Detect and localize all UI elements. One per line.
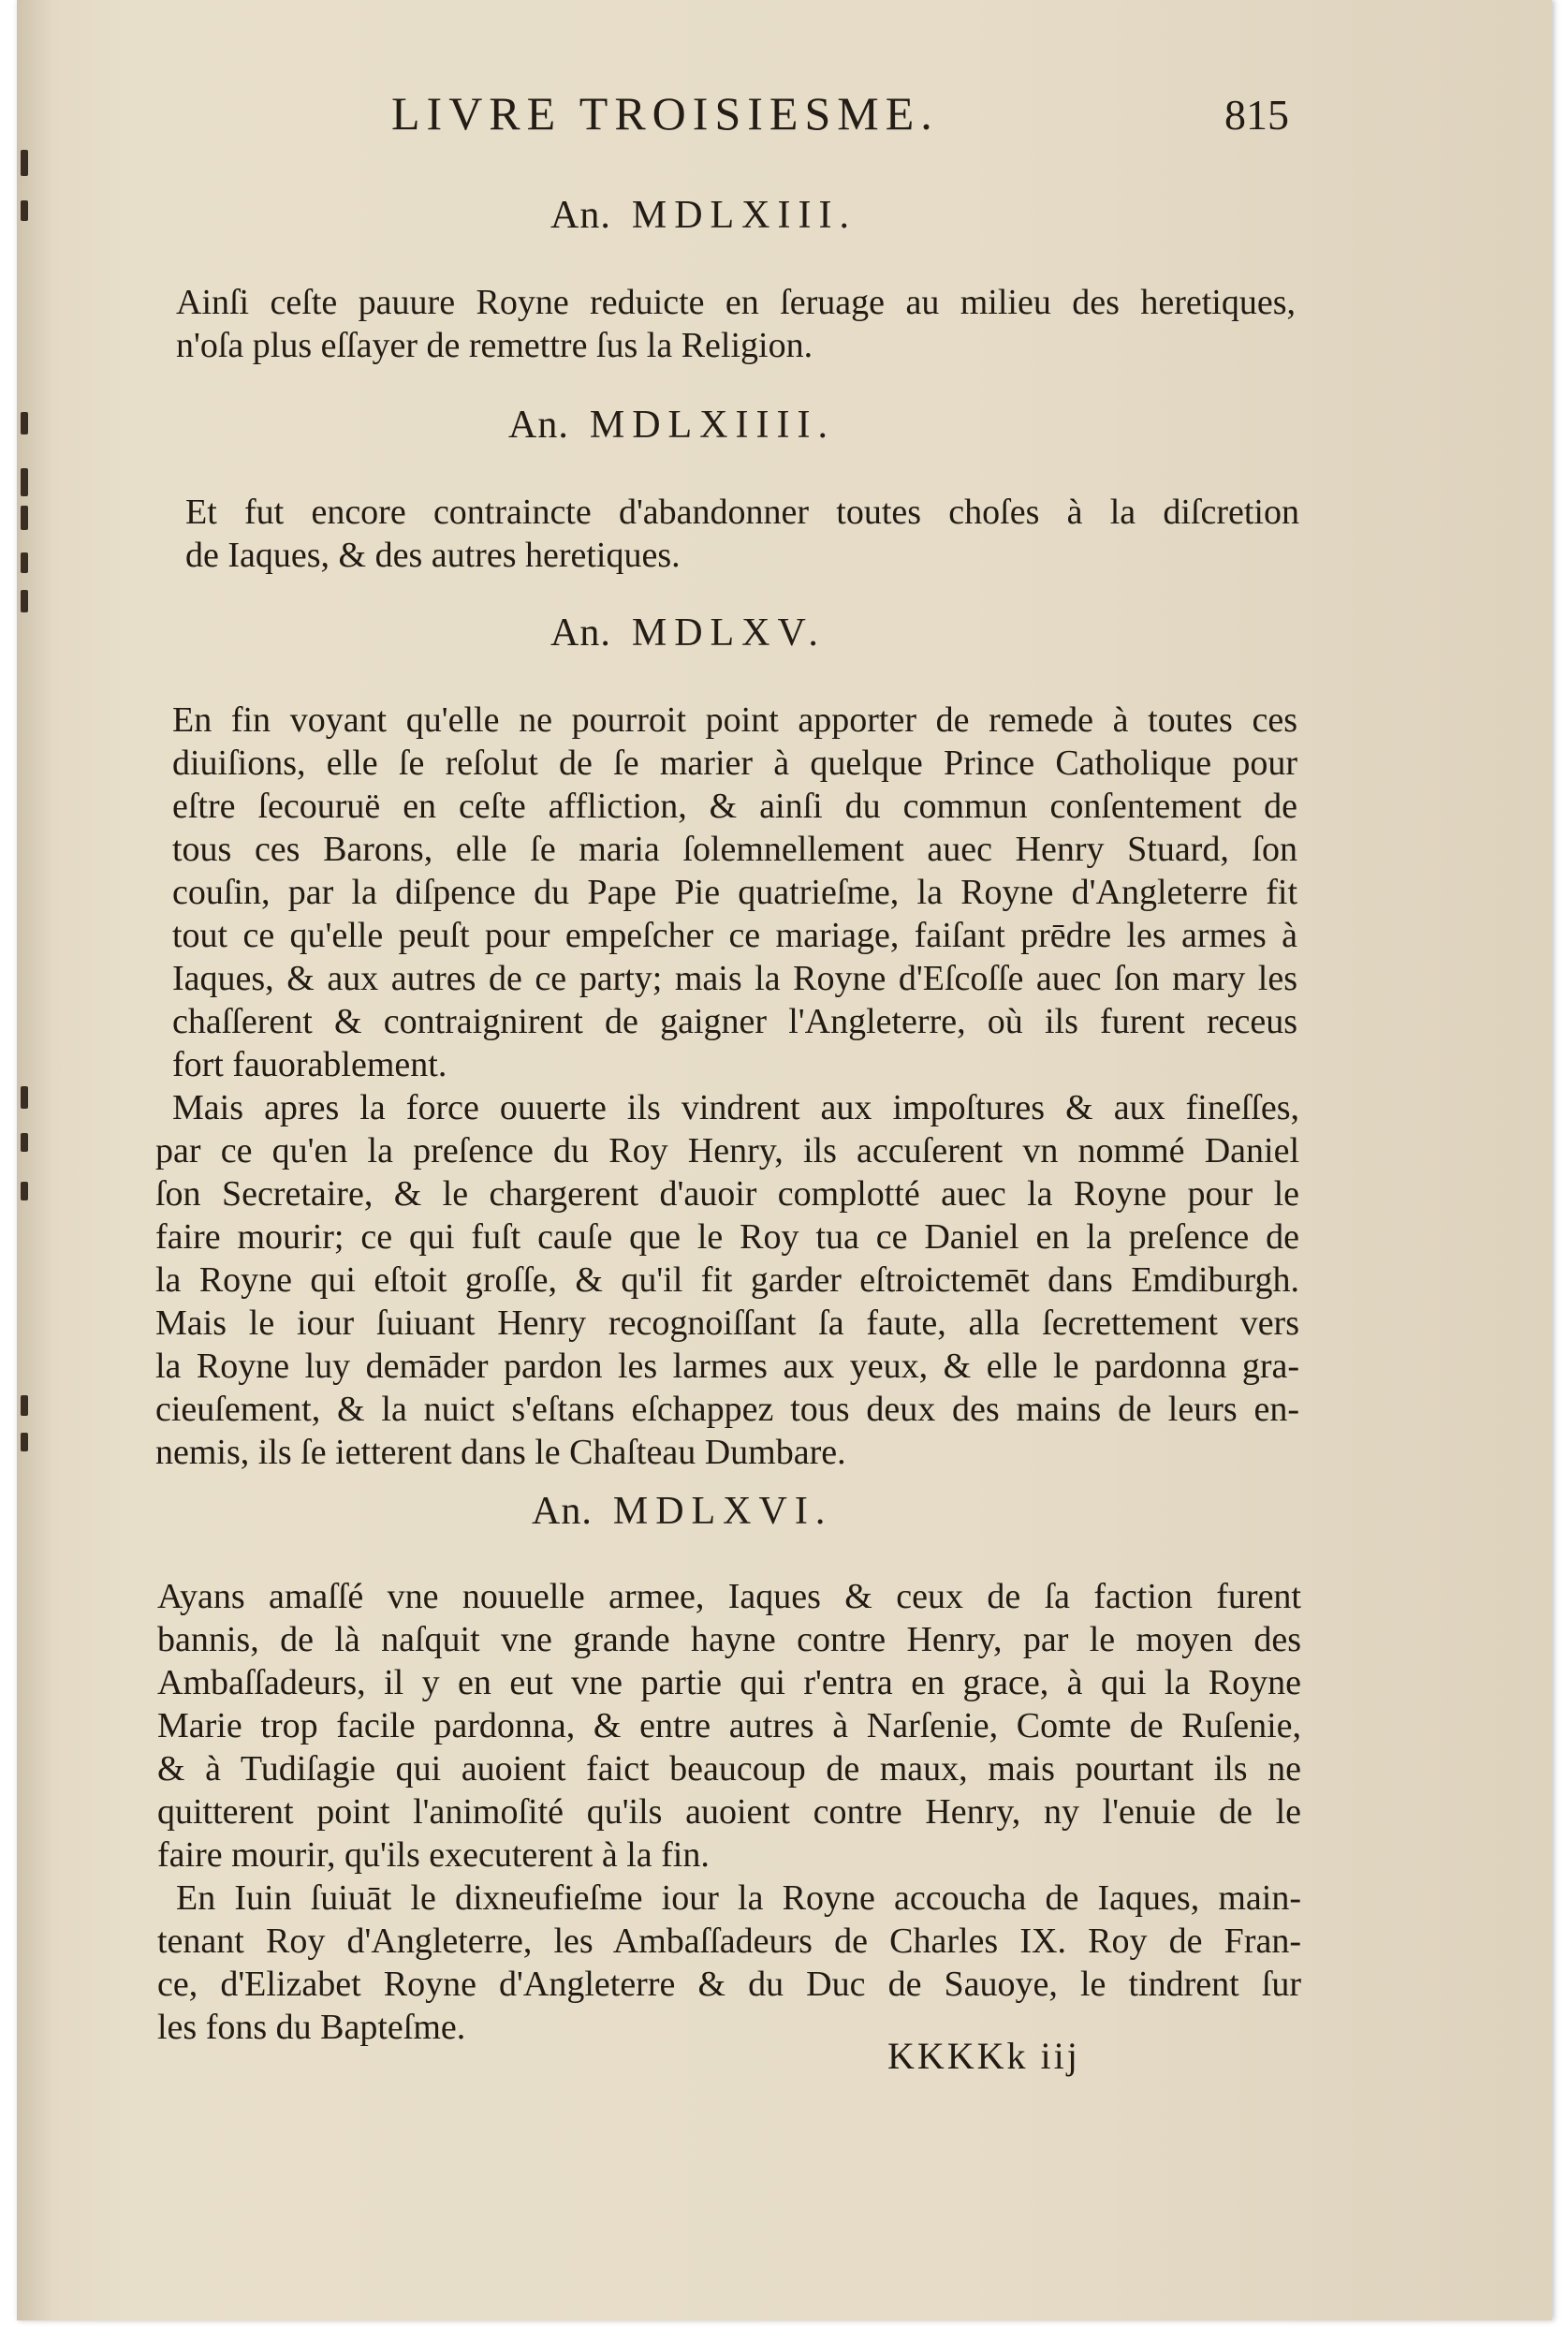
text-line: quitterent point l'animoſité qu'ils auoient contre Henry, ny l'enuie de le <box>157 1792 1301 1832</box>
gutter-mark <box>21 468 28 496</box>
book-page <box>17 0 1552 2320</box>
text-line: faire mourir, qu'ils executerent à la fin. <box>157 1835 710 1875</box>
gutter-mark <box>21 590 28 612</box>
text-line: Marie trop facile pardonna, & entre autres à Narſenie, Comte de Ruſenie, <box>157 1706 1301 1745</box>
paragraph <box>155 1086 1299 1474</box>
text-line: Et fut encore contraincte d'abandonner toutes choſes à la diſcretion <box>185 493 1299 532</box>
running-title: LIVRE TROISIESME. <box>391 87 939 140</box>
year-heading <box>550 193 857 238</box>
gutter-mark <box>21 1433 28 1451</box>
text-line: Mais le iour ſuiuant Henry recognoiſſant ſa faute, alla ſecrettement vers <box>155 1303 1299 1343</box>
year-prefix: An. <box>550 194 611 237</box>
text-line: couſin, par la diſpence du Pape Pie quatrieſme, la Royne d'Angleterre fit <box>172 873 1297 912</box>
gutter-mark <box>21 552 28 573</box>
text-line: Ainſi ceſte pauure Royne reduicte en ſeruage au milieu des heretiques, <box>176 283 1296 322</box>
text-line: bannis, de là naſquit vne grande hayne contre Henry, par le moyen des <box>157 1620 1301 1659</box>
gutter-mark <box>21 1182 28 1200</box>
gutter-mark <box>21 150 28 176</box>
text-line: par ce qu'en la preſence du Roy Henry, ils accuſerent vn nommé Daniel <box>155 1131 1299 1170</box>
page-number: 815 <box>1224 91 1289 139</box>
signature-mark: KKKKk iij <box>887 2035 1080 2077</box>
text-line: la Royne luy demāder pardon les larmes aux yeux, & elle le pardonna gra- <box>155 1347 1299 1386</box>
text-line: Iaques, & aux autres de ce party; mais la Royne d'Eſcoſſe auec ſon mary les <box>172 959 1297 998</box>
year-numeral: MDLXV. <box>631 611 826 655</box>
year-heading <box>550 611 826 655</box>
text-line: la Royne qui eſtoit groſſe, & qu'il fit garder eſtroictemēt dans Emdiburgh. <box>155 1260 1299 1300</box>
paragraph <box>157 1575 1301 1877</box>
text-line: eſtre ſecouruë en ceſte affliction, & ainſi du commun conſentement de <box>172 787 1297 826</box>
year-heading <box>532 1489 832 1534</box>
text-line: diuiſions, elle ſe reſolut de ſe marier à quelque Prince Catholique pour <box>172 744 1297 783</box>
text-line: tout ce qu'elle peuſt pour empeſcher ce mariage, faiſant prēdre les armes à <box>172 916 1297 955</box>
year-numeral: MDLXIII. <box>631 194 857 237</box>
year-prefix: An. <box>508 404 569 447</box>
text-line: & à Tudiſagie qui auoient faict beaucoup de maux, mais pourtant ils ne <box>157 1749 1301 1789</box>
paragraph <box>185 491 1299 577</box>
text-line: tenant Roy d'Angleterre, les Ambaſſadeurs de Charles IX. Roy de Fran- <box>157 1921 1301 1961</box>
gutter-mark <box>21 412 28 434</box>
text-line: fort fauorablement. <box>172 1045 447 1084</box>
gutter-mark <box>21 200 28 221</box>
text-line: de Iaques, & des autres heretiques. <box>185 536 681 575</box>
text-line: ce, d'Elizabet Royne d'Angleterre & du Duc de Sauoye, le tindrent ſur <box>157 1965 1301 2004</box>
gutter-mark <box>21 1133 28 1152</box>
year-numeral: MDLXIIII. <box>589 404 835 447</box>
paragraph <box>172 699 1297 1086</box>
paragraph <box>176 281 1296 367</box>
text-line: Ayans amaſſé vne nouuelle armee, Iaques & ceux de ſa faction furent <box>157 1577 1301 1616</box>
text-line: faire mourir; ce qui fuſt cauſe que le Roy tua ce Daniel en la preſence de <box>155 1217 1299 1257</box>
text-line: chaſſerent & contraignirent de gaigner l'Angleterre, où ils furent receus <box>172 1002 1297 1041</box>
text-line: En fin voyant qu'elle ne pourroit point apporter de remede à toutes ces <box>172 700 1297 740</box>
year-heading <box>508 403 835 448</box>
text-line: cieuſement, & la nuict s'eſtans eſchappez tous deux des mains de leurs en- <box>155 1390 1299 1429</box>
text-line: nemis, ils ſe ietterent dans le Chaſteau Dumbare. <box>155 1433 846 1472</box>
gutter-mark <box>21 1086 28 1109</box>
text-line: Mais apres la force ouuerte ils vindrent aux impoſtures & aux fineſſes, <box>172 1088 1299 1127</box>
paragraph <box>157 1877 1301 2049</box>
text-line: tous ces Barons, elle ſe maria ſolemnellement auec Henry Stuard, ſon <box>172 830 1297 869</box>
year-prefix: An. <box>532 1490 593 1533</box>
text-line: En Iuin ſuiuāt le dixneufieſme iour la Royne accoucha de Iaques, main- <box>176 1878 1301 1918</box>
text-line: ſon Secretaire, & le chargerent d'auoir complotté auec la Royne pour le <box>155 1174 1299 1214</box>
text-line: les fons du Bapteſme. <box>157 2008 466 2047</box>
gutter-mark <box>21 1395 28 1416</box>
year-prefix: An. <box>550 611 611 655</box>
year-numeral: MDLXVI. <box>612 1490 833 1533</box>
text-line: Ambaſſadeurs, il y en eut vne partie qui r'entra en grace, à qui la Royne <box>157 1663 1301 1702</box>
text-line: n'oſa plus eſſayer de remettre ſus la Religion. <box>176 326 813 365</box>
gutter-mark <box>21 506 28 530</box>
